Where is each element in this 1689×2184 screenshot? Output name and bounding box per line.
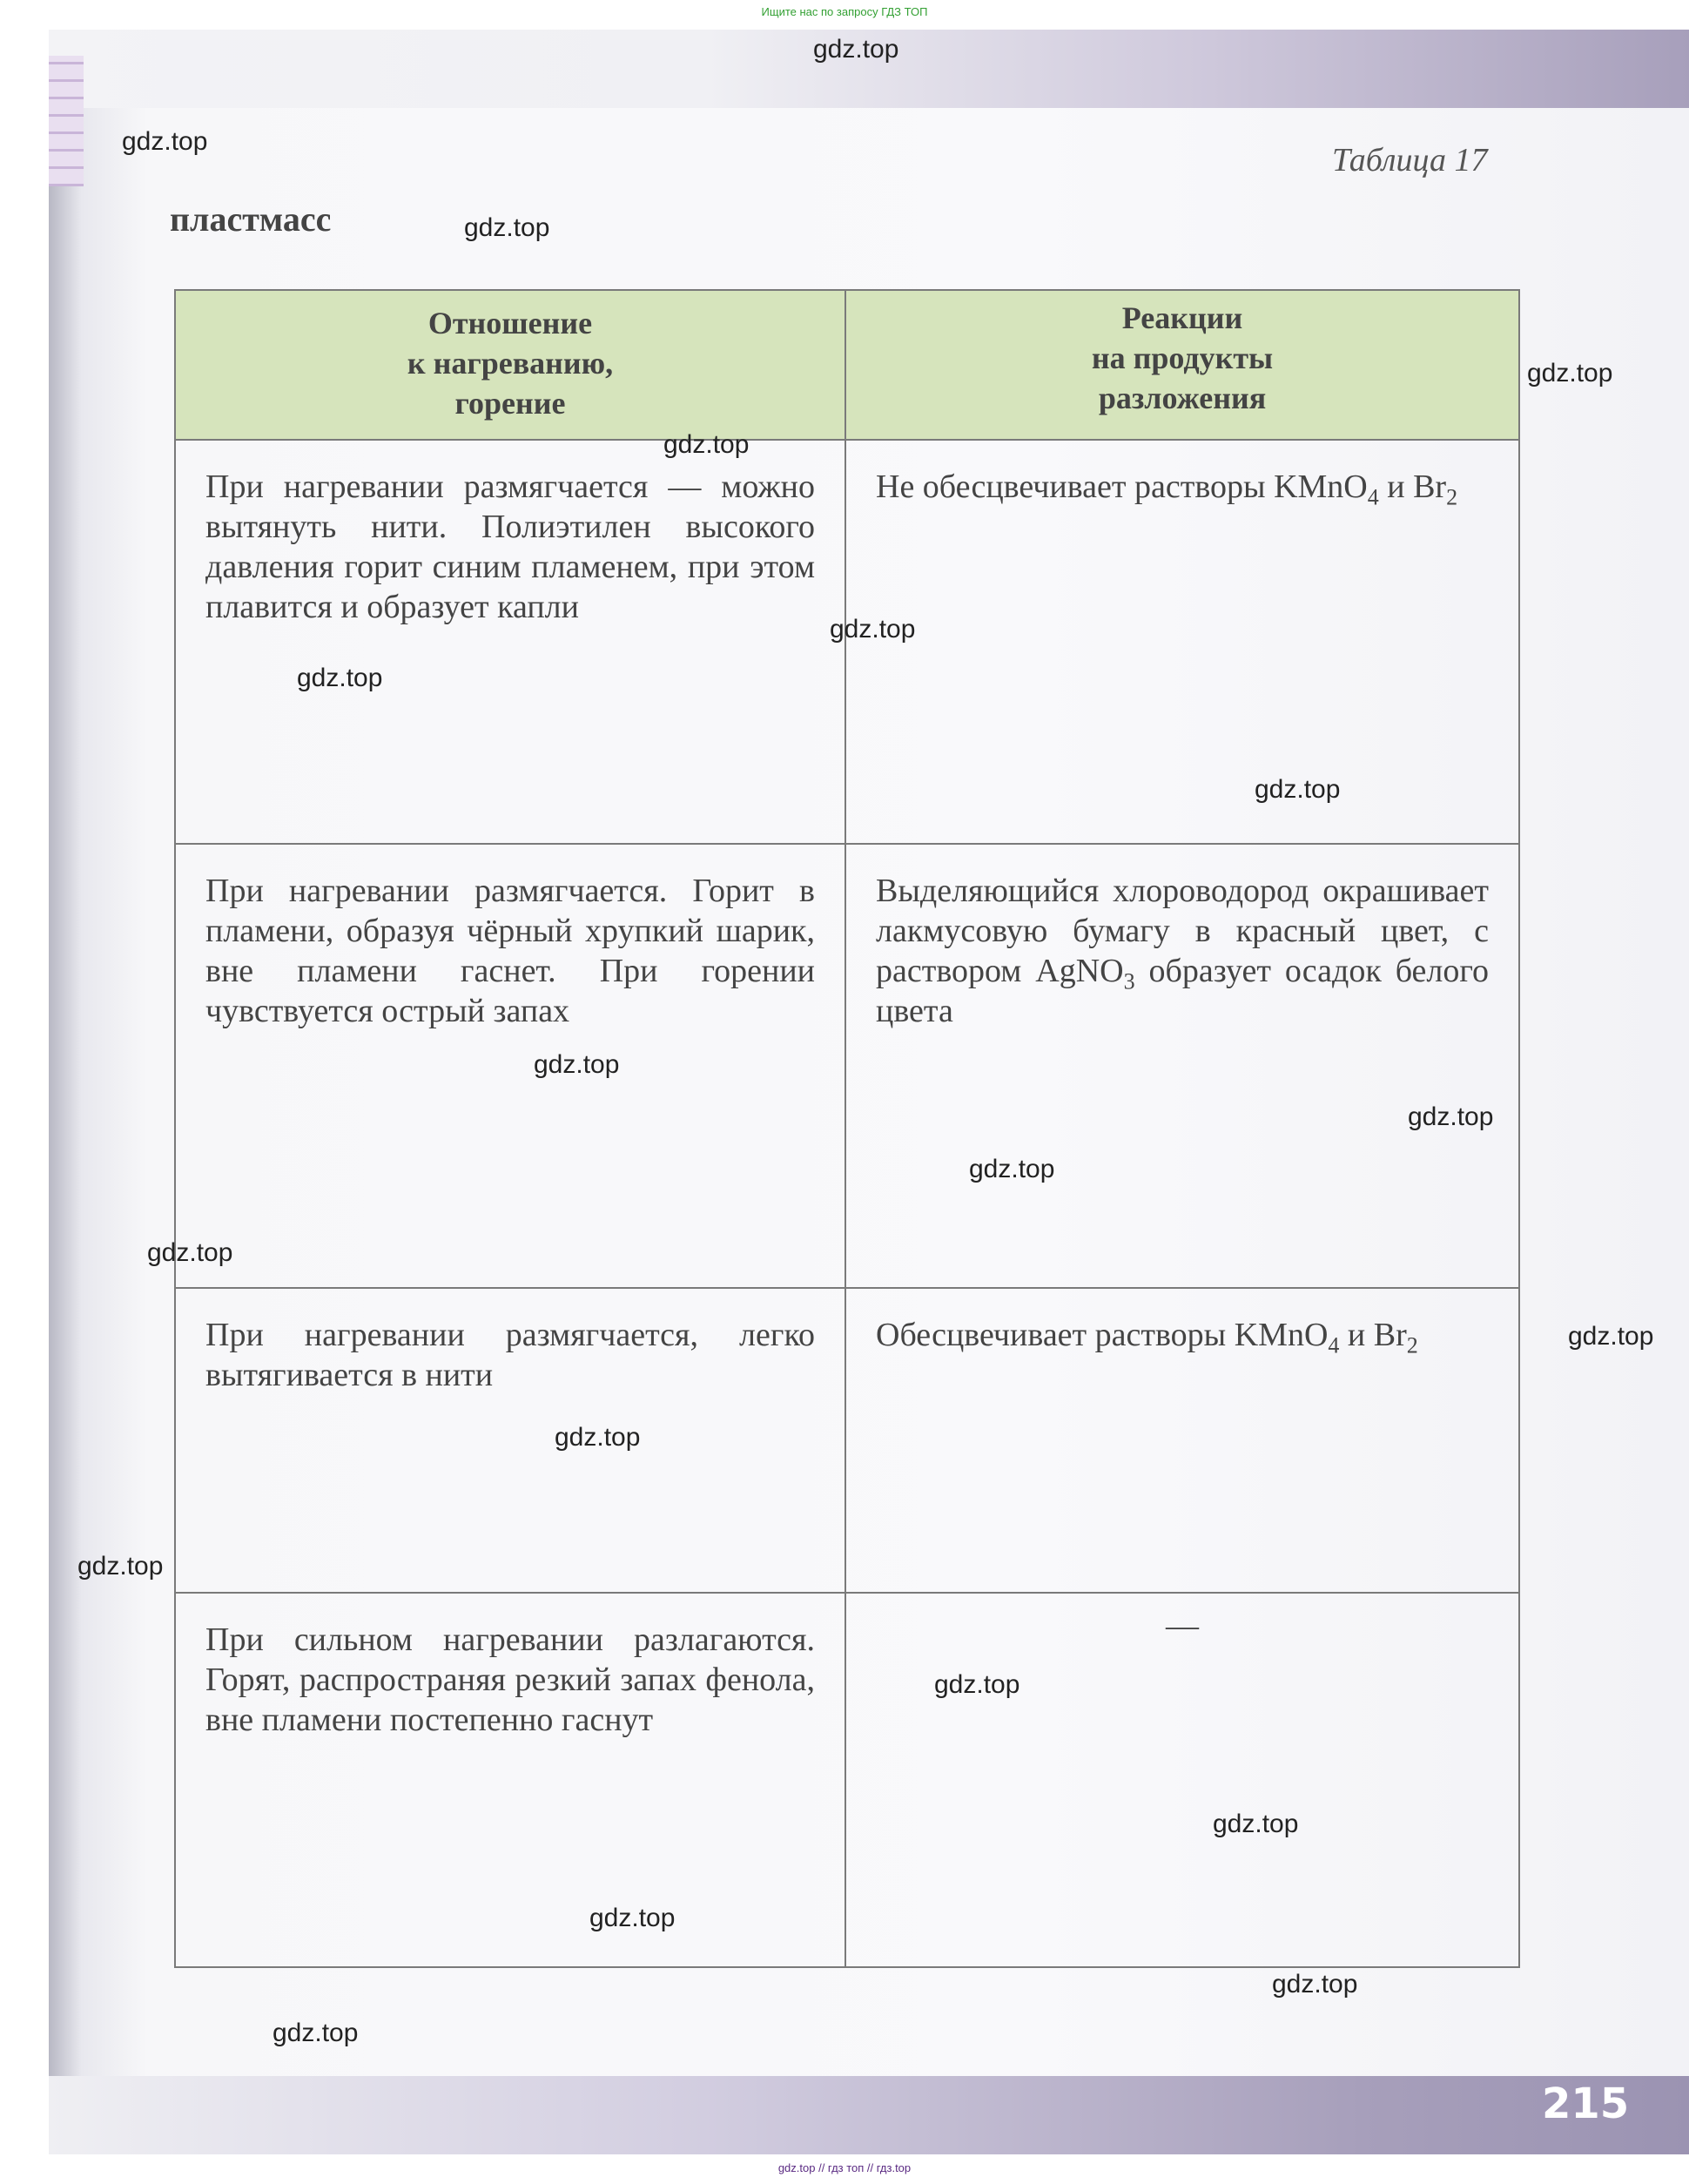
watermark: gdz.top xyxy=(77,1552,164,1581)
watermark: gdz.top xyxy=(273,2019,359,2047)
watermark: gdz.top xyxy=(1213,1810,1299,1838)
plastics-table xyxy=(174,289,1520,1968)
table-row xyxy=(175,844,1519,1288)
cell-reactions: Выделяющийся хлороводород окрашивает лакмусовую бумагу в красный цвет, с раствором AgNO$_3$ образует осадок белого цвета xyxy=(845,844,1519,1288)
watermark: gdz.top xyxy=(1568,1322,1654,1351)
watermark: gdz.top xyxy=(969,1155,1055,1183)
watermark: gdz.top xyxy=(297,664,383,692)
watermark: gdz.top xyxy=(555,1423,641,1452)
watermark: gdz.top xyxy=(830,615,916,644)
watermark: gdz.top xyxy=(1255,775,1341,804)
left-edge-tab xyxy=(49,56,84,186)
bottom-decorative-band xyxy=(49,2076,1689,2154)
watermark: gdz.top xyxy=(1527,359,1613,388)
section-heading: пластмасс xyxy=(170,199,332,239)
cell-heating: При нагревании размягчается, легко вытягивается в нити xyxy=(175,1288,845,1593)
bottom-banner: gdz.top // гдз топ // гдз.top xyxy=(777,2161,912,2174)
watermark: gdz.top xyxy=(122,127,208,156)
watermark: gdz.top xyxy=(1408,1102,1494,1131)
cell-heating: При сильном нагревании разлагаются. Горят, распространяя резкий запах фенола, вне пламени постепенно гаснут xyxy=(175,1593,845,1967)
watermark: gdz.top xyxy=(663,430,750,459)
watermark: gdz.top xyxy=(934,1670,1020,1699)
cell-reactions-dash: — xyxy=(845,1593,1519,1967)
page-number: 215 xyxy=(1542,2080,1630,2128)
watermark: gdz.top xyxy=(1272,1970,1358,1999)
cell-heating: При нагревании размягчается — можно вытянуть нити. Полиэтилен высокого давления горит синим пламенем, при этом плавится и образует капли xyxy=(175,440,845,844)
table-header-row xyxy=(175,290,1519,440)
table-row xyxy=(175,1593,1519,1967)
watermark: gdz.top xyxy=(813,35,899,64)
top-banner: Ищите нас по запросу ГДЗ ТОП xyxy=(761,5,928,18)
watermark: gdz.top xyxy=(464,213,550,242)
watermark: gdz.top xyxy=(534,1050,620,1079)
cell-reactions: Обесцвечивает растворы KMnO$_4$ и $Br_2$ xyxy=(845,1288,1519,1593)
header-heating: Отношение к нагреванию, горение xyxy=(175,290,845,440)
table-row xyxy=(175,1288,1519,1593)
cell-heating: При нагревании размягчается. Горит в пламени, образуя чёрный хрупкий шарик, вне пламени гаснет. При горении чувствуется острый запах xyxy=(175,844,845,1288)
table-label: Таблица 17 xyxy=(1332,142,1488,179)
header-reactions: Реакции на продукты разложения xyxy=(845,290,1519,440)
watermark: gdz.top xyxy=(589,1904,676,1932)
cell-reactions: Не обесцвечивает растворы KMnO$_4$ и $Br_2$ xyxy=(845,440,1519,844)
watermark: gdz.top xyxy=(147,1238,233,1267)
